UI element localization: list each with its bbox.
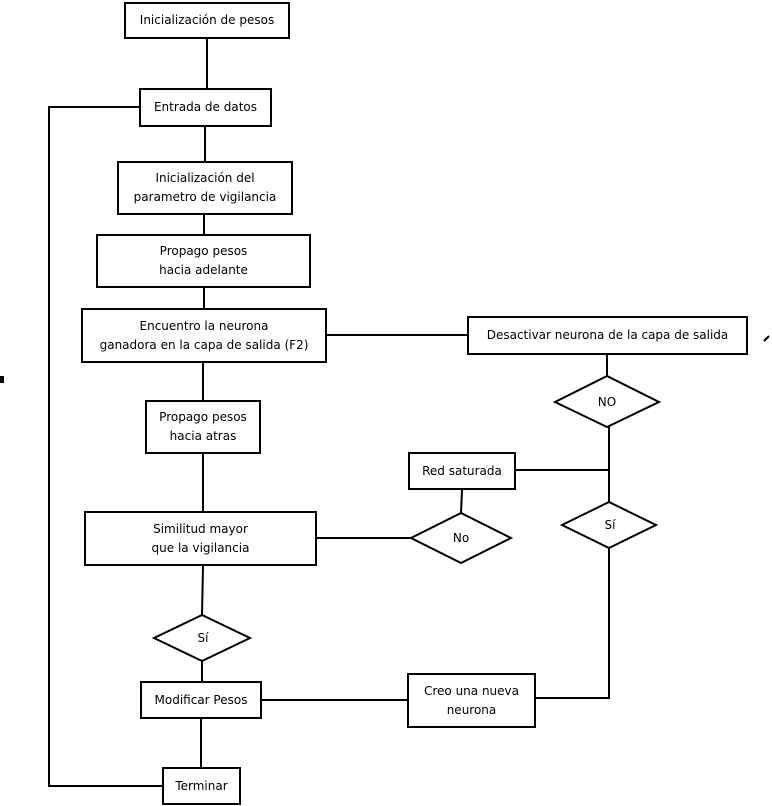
node-propagate-forward-label-line2: hacia adelante	[159, 263, 248, 277]
node-propagate-back	[145, 400, 261, 454]
stray-mark-right	[764, 336, 769, 341]
connector-redsaturada-noleft	[461, 490, 462, 513]
connector-siright-createneuron	[536, 548, 609, 698]
node-propagate-forward-label-line1: Propago pesos	[159, 244, 248, 258]
node-create-neuron-label-line2: neurona	[446, 702, 497, 717]
node-deactivate-neuron-label: Desactivar neurona de la capa de salida	[486, 328, 729, 342]
node-init-vigilance-label-line1: Inicialización del	[155, 171, 255, 185]
node-red-saturada	[408, 452, 516, 490]
decision-no-left-label: No	[452, 531, 470, 545]
node-terminate-label: Terminar	[175, 778, 228, 793]
node-init-weights	[124, 2, 290, 39]
decision-si-right-label: Sí	[604, 518, 616, 532]
node-find-winner-label-line2: ganadora en la capa de salida (F2)	[99, 337, 309, 352]
node-propagate-back-label-line1: Propago pesos	[159, 410, 247, 424]
node-create-neuron	[407, 673, 536, 728]
node-propagate-forward	[96, 234, 311, 288]
decision-si-left-label: Sí	[197, 631, 209, 645]
node-deactivate-neuron	[467, 316, 748, 355]
node-propagate-back-label-line2: hacia atras	[169, 429, 237, 443]
node-create-neuron-label-line1: Creo una nueva	[423, 683, 519, 698]
node-find-winner	[81, 308, 327, 363]
stray-mark-left	[0, 376, 4, 383]
node-modify-weights-label: Modificar Pesos	[154, 692, 248, 707]
node-data-input	[139, 88, 272, 127]
connector-similarity-sileft	[202, 566, 203, 615]
node-terminate	[162, 767, 241, 805]
node-similarity-label-line2: que la vigilancia	[151, 540, 250, 555]
decision-no-upper-label: NO	[597, 395, 617, 409]
node-init-weights-label: Inicialización de pesos	[139, 13, 275, 27]
node-modify-weights	[140, 681, 262, 719]
node-red-saturada-label: Red saturada	[422, 463, 502, 478]
node-find-winner-label-line1: Encuentro la neurona	[139, 318, 269, 333]
node-init-vigilance-label-line2: parametro de vigilancia	[133, 190, 277, 204]
node-init-vigilance	[117, 161, 293, 215]
node-similarity-label-line1: Similitud mayor	[153, 521, 248, 536]
node-data-input-label: Entrada de datos	[153, 100, 258, 114]
node-similarity	[84, 511, 317, 566]
